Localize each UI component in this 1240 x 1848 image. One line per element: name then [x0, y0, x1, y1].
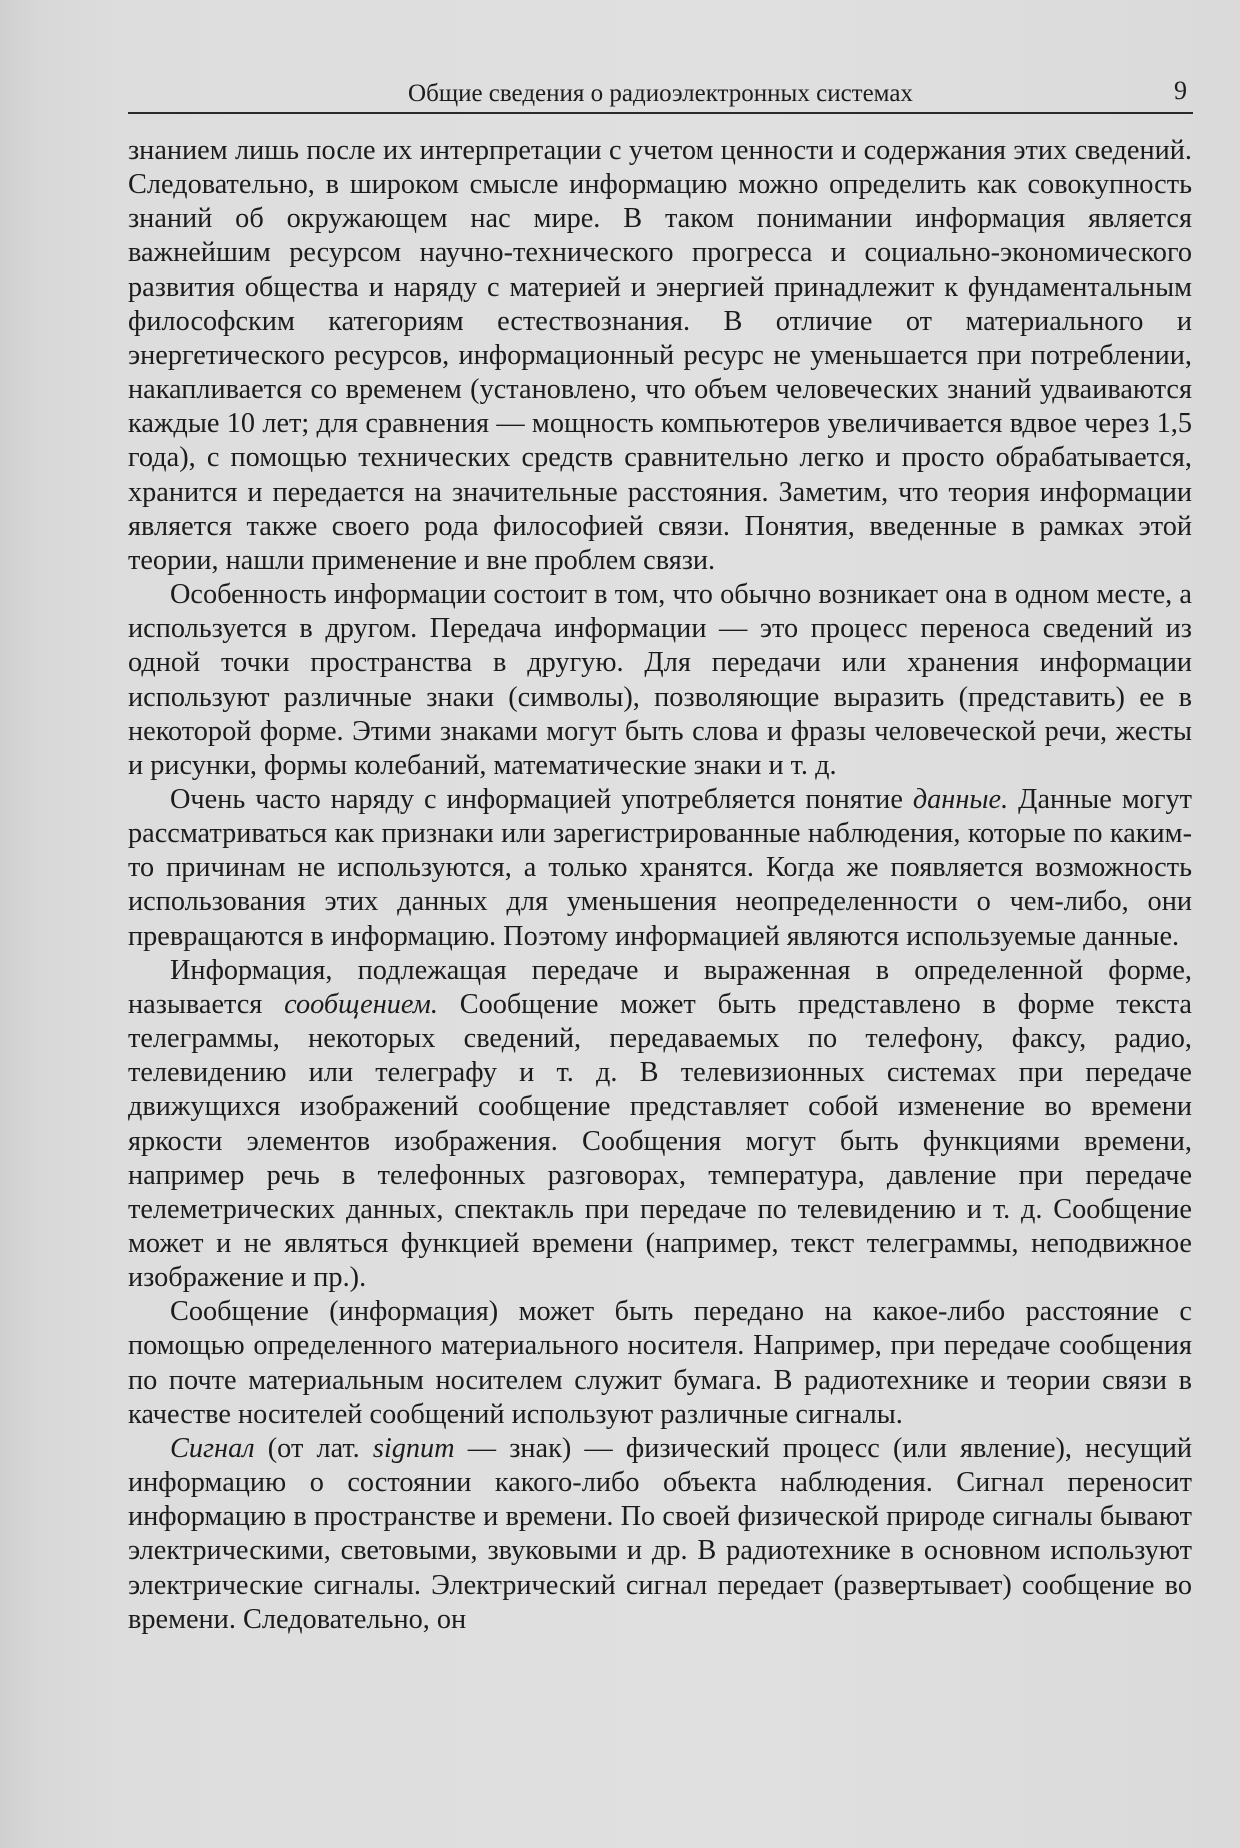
paragraph-1: знанием лишь после их интерпретации с учетом ценности и содержания этих сведений. Следовательно, в широком смысле информацию можно определить как совокупность знаний об окружающем нас мире. В таком понимании информация является важнейшим ресурсом научно-технического прогресса и социально-экономического развития общества и наряду с материей и энергией принадлежит к фундаментальным философским категориям естествознания. В отличие от материального и энергетического ресурсов, информационный ресурс не уменьшается при потреблении, накапливается со временем (установлено, что объем человеческих знаний удваиваются каждые 10 лет; для сравнения — мощность компьютеров увеличивается вдвое через 1,5 года), с помощью технических средств сравнительно легко и просто обрабатывается, хранится и передается на значительные расстояния. Заметим, что теория информации является также своего рода философией связи. Понятия, введенные в рамках этой теории, нашли применение и вне проблем связи. [128, 135, 1192, 576]
paragraph-6-text-after: — знак) — физический процесс (или явление), несущий информацию о состоянии какого-либо объекта наблюдения. Сигнал переносит информацию в пространстве и времени. По своей физической природе сигналы бывают электрическими, световыми, звуковыми и др. В радиотехнике в основном используют электрические сигналы. Электрический сигнал передает (развертывает) сообщение во времени. Следовательно, он [128, 1432, 1192, 1635]
paragraph-3 [128, 783, 1192, 954]
term-soobshchenie: сообщением. [284, 988, 438, 1020]
running-title: Общие сведения о радиоэлектронных системах [408, 80, 913, 107]
paragraph-4 [128, 954, 1192, 1296]
term-signal: Сигнал [170, 1432, 255, 1464]
paragraph-3-text-before: Очень часто наряду с информацией употребляется понятие [170, 783, 913, 815]
page-header [128, 72, 1193, 114]
term-dannye: данные. [912, 783, 1009, 815]
paragraph-5: Сообщение (информация) может быть передано на какое-либо расстояние с помощью определенного материального носителя. Например, при передаче сообщения по почте материальным носителем служит бумага. В радиотехнике и теории связи в качестве носителей сообщений используют различные сигналы. [128, 1296, 1192, 1430]
paragraph-3-text-after: Данные могут рассматриваться как признаки или зарегистрированные наблюдения, которые по каким-то причинам не используются, а только хранятся. Когда же появляется возможность использования этих данных для уменьшения неопределенности о чем-либо, они превращаются в информацию. Поэтому информацией являются используемые данные. [128, 783, 1192, 952]
paragraph-6 [128, 1432, 1192, 1637]
paragraph-4-text-after: Сообщение может быть представлено в форме текста телеграммы, некоторых сведений, передаваемых по телефону, факсу, радио, телевидению или телеграфу и т. д. В телевизионных системах при передаче движущихся изображений сообщение представляет собой изменение во времени яркости элементов изображения. Сообщения могут быть функциями времени, например речь в телефонных разговорах, температура, давление при передаче телеметрических данных, спектакль при передаче по телевидению и т. д. Сообщение может и не являться функцией времени (например, текст телеграммы, неподвижное изображение и пр.). [128, 988, 1192, 1294]
paragraph-4-text-before: Информация, подлежащая передаче и выраженная в определенной форме, называется [128, 954, 1192, 1020]
paragraph-6-text-mid: (от лат. [254, 1432, 373, 1464]
latin-signum: signum [372, 1432, 455, 1464]
body-text [128, 134, 1192, 1637]
paragraph-2: Особенность информации состоит в том, что обычно возникает она в одном месте, а используется в другом. Передача информации — это процесс переноса сведений из одной точки пространства в другую. Для передачи или хранения информации используют различные знаки (символы), позволяющие выразить (представить) ее в некоторой форме. Этими знаками могут быть слова и фразы человеческой речи, жесты и рисунки, формы колебаний, математические знаки и т. д. [128, 579, 1192, 781]
page-number: 9 [1174, 76, 1187, 105]
